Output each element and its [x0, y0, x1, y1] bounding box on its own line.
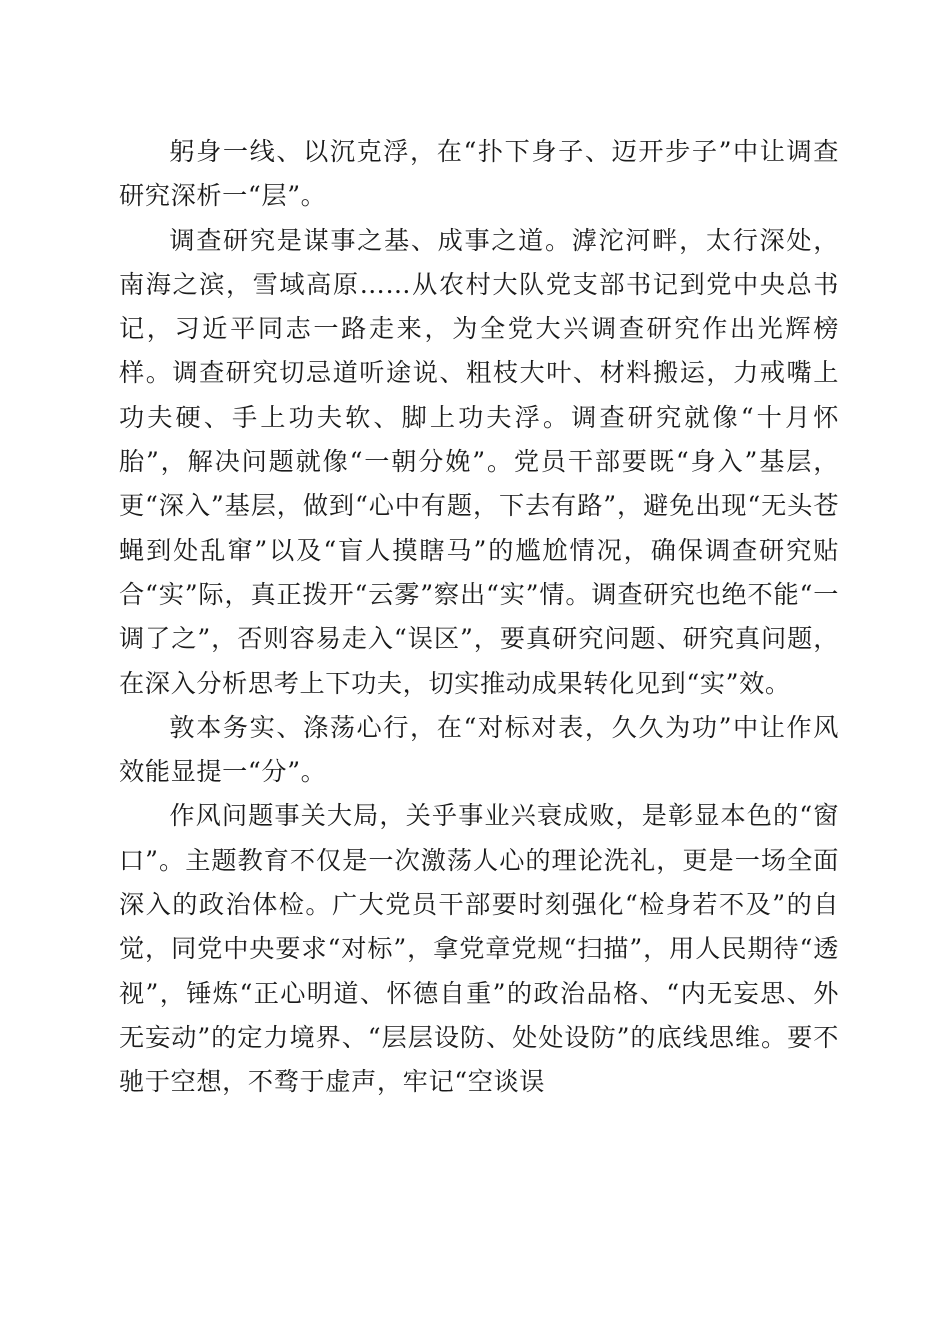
paragraph-style-body: 作风问题事关大局，关乎事业兴衰成败，是彰显本色的“窗口”。主题教育不仅是一次激荡人心的理论洗礼，更是一场全面深入的政治体检。广大党员干部要时刻强化“检身若不及”的自觉，同党中央要求“对标”，拿党章党规“扫描”，用人民期待“透视”，锤炼“正心明道、怀德自重”的政治品格、“内无妄思、外无妄动”的定力境界、“层层设防、处处设防”的底线思维。要不驰于空想，不骛于虚声，牢记“空谈误: [119, 801, 839, 1097]
paragraph-research-heading: 躬身一线、以沉克浮，在“扑下身子、迈开步子”中让调查研究深析一“层”。: [119, 137, 839, 211]
document-body: [119, 130, 839, 1105]
paragraph-style-heading: 敦本务实、涤荡心行，在“对标对表，久久为功”中让作风效能显提一“分”。: [119, 712, 839, 787]
paragraph-research-body: 调查研究是谋事之基、成事之道。滹沱河畔，太行深处，南海之滨，雪域高原……从农村大队党支部书记到党中央总书记，习近平同志一路走来，为全党大兴调查研究作出光辉榜样。调查研究切忌道听途说、粗枝大叶、材料搬运，力戒嘴上功夫硬、手上功夫软、脚上功夫浮。调查研究就像“十月怀胎”，解决问题就像“一朝分娩”。党员干部要既“身入”基层，更“深入”基层，做到“心中有题，下去有路”，避免出现“无头苍蝇到处乱窜”以及“盲人摸瞎马”的尴尬情况，确保调查研究贴合“实”际，真正拨开“云雾”察出“实”情。调查研究也绝不能“一调了之”，否则容易走入“误区”，要真研究问题、研究真问题，在深入分析思考上下功夫，切实推动成果转化见到“实”效。: [119, 225, 839, 698]
